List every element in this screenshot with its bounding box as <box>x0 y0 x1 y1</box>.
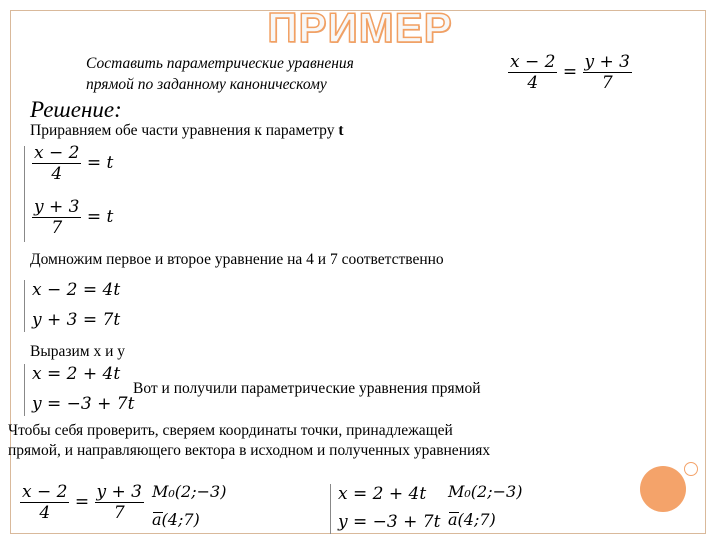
canonical-y-denominator: 7 <box>601 73 613 93</box>
canonical-equals: = <box>562 62 578 82</box>
step3-eq2: y = −3 + 7t <box>32 394 135 414</box>
step1-eq2-numerator: y + 3 <box>34 197 80 217</box>
step1-eq1-rhs: = t <box>86 153 114 173</box>
bottom-right-eq2: y = −3 + 7t <box>338 512 441 532</box>
bottom-left-point: M₀(2;−3) <box>152 482 227 501</box>
vector-bar-right <box>449 512 459 513</box>
bottom-left-vector: a(4;7) <box>152 510 200 529</box>
step1-eq1-numerator: x − 2 <box>34 143 80 163</box>
check-text-line-2: прямой, и направляющего вектора в исходном и полученных уравнениях <box>8 442 491 459</box>
check-text-line-1: Чтобы себя проверить, сверяем координаты точки, принадлежащей <box>8 422 453 439</box>
decor-circle-large <box>640 466 686 512</box>
task-statement <box>86 53 354 95</box>
step2-eq2: y + 3 = 7t <box>32 310 121 330</box>
canonical-y-numerator: y + 3 <box>584 52 631 72</box>
bottom-right-eq1: x = 2 + 4t <box>338 484 427 504</box>
step3-result-text: Вот и получили параметрические уравнения прямой <box>133 380 481 397</box>
bottom-right-point: M₀(2;−3) <box>448 482 523 501</box>
step1-eq2-rhs: = t <box>86 207 114 227</box>
system-brace-1 <box>24 146 25 242</box>
task-line-2: прямой по заданному каноническому <box>86 76 327 93</box>
step3-text: Выразим x и y <box>30 343 126 360</box>
task-line-1: Составить параметрические уравнения <box>86 55 354 72</box>
bottom-x-numerator: x − 2 <box>22 482 68 502</box>
bottom-right-vector: a(4;7) <box>448 510 496 529</box>
vector-bar-left <box>153 512 163 513</box>
canonical-x-denominator: 4 <box>527 73 539 93</box>
step2-eq1: x − 2 = 4t <box>32 280 121 300</box>
step1-eq1 <box>32 143 113 184</box>
bottom-equals: = <box>74 492 90 512</box>
slide-title: ПРИМЕР <box>267 4 453 51</box>
system-brace-3 <box>24 364 25 416</box>
canonical-equation <box>508 52 632 93</box>
bottom-x-denominator: 4 <box>39 503 51 523</box>
step3-eq1: x = 2 + 4t <box>32 364 121 384</box>
canonical-x-numerator: x − 2 <box>510 52 556 72</box>
step2-text: Домножим первое и второе уравнение на 4 и 7 соответственно <box>30 251 444 268</box>
solution-label: Решение: <box>30 97 122 122</box>
step1-text <box>30 122 344 140</box>
step1-text-body: Приравняем обе части уравнения к параметру <box>30 122 335 139</box>
bottom-canonical-equation <box>20 482 144 523</box>
step1-eq2 <box>32 197 113 238</box>
step1-param: t <box>338 122 344 139</box>
decor-circle-small <box>684 462 698 476</box>
bottom-y-numerator: y + 3 <box>96 482 143 502</box>
system-brace-4 <box>330 484 331 534</box>
step1-eq1-denominator: 4 <box>51 164 63 184</box>
bottom-y-denominator: 7 <box>113 503 125 523</box>
step1-eq2-denominator: 7 <box>51 218 63 238</box>
system-brace-2 <box>24 280 25 332</box>
